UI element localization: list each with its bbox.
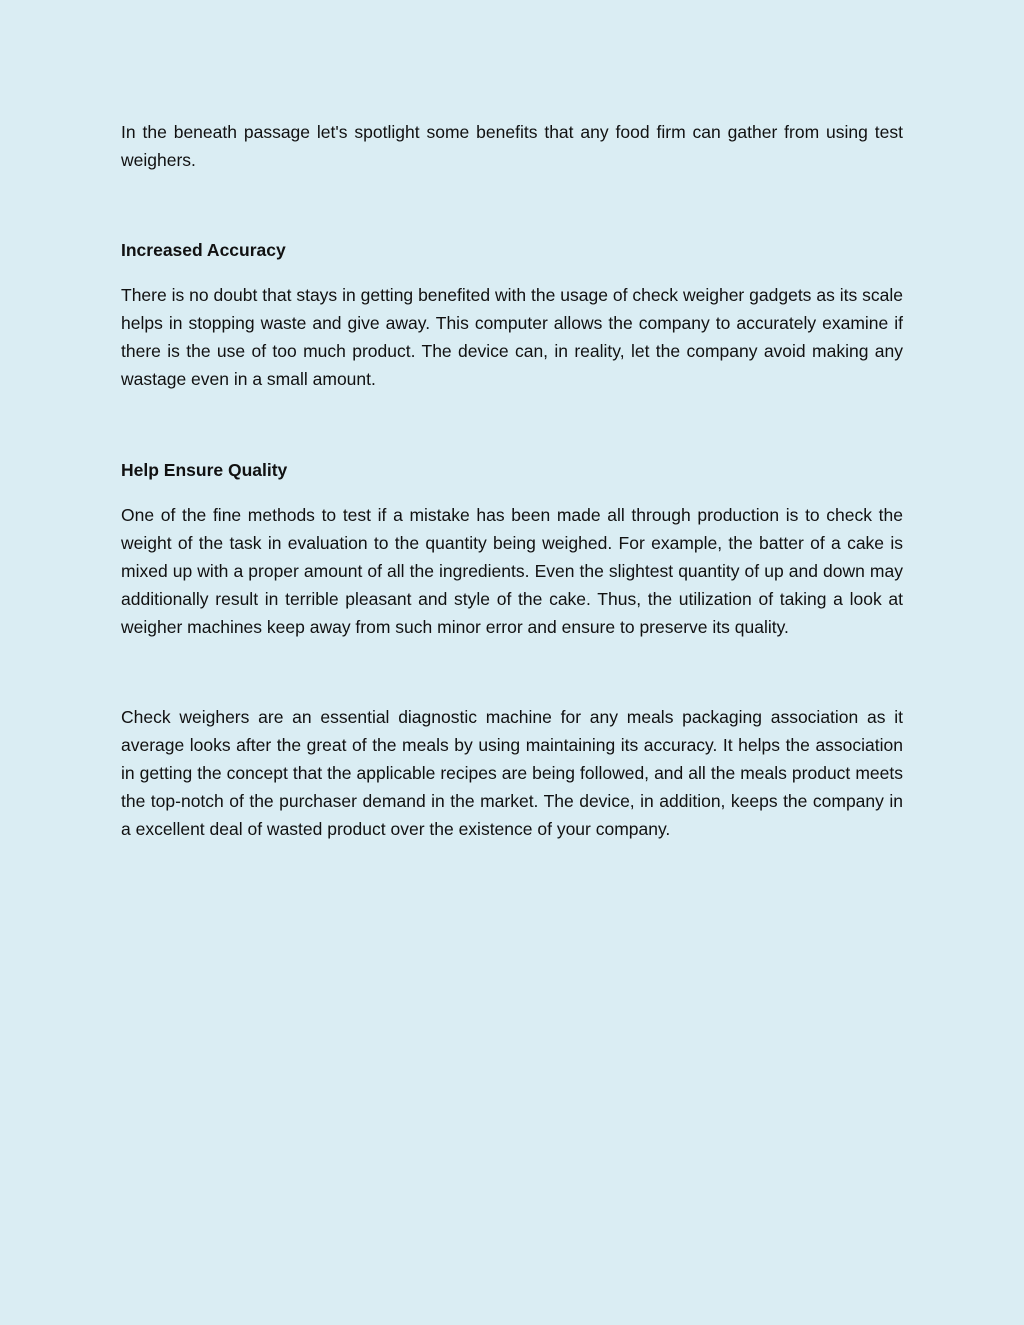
conclusion-paragraph: Check weighers are an essential diagnostic machine for any meals packaging association as it average looks after the great of the meals by using maintaining its accuracy. It helps the association in getting the concept that the applicable recipes are being followed, and all the meals product meets the top-notch of the purchaser demand in the market. The device, in addition, keeps the company in a excellent deal of wasted product over the existence of your company. [121, 707, 903, 840]
section-body-increased-accuracy: There is no doubt that stays in getting benefited with the usage of check weigher gadgets as its scale helps in stopping waste and give away. This computer allows the company to accurately examine if there is the use of too much product. The device can, in reality, let the company avoid making any wastage even in a small amount. [121, 285, 903, 390]
section-body-help-ensure-quality: One of the fine methods to test if a mistake has been made all through production is to check the weight of the task in evaluation to the quantity being weighed. For example, the batter of a cake is mixed up with a proper amount of all the ingredients. Even the slightest quantity of up and down may additionally result in terrible pleasant and style of the cake. Thus, the utilization of taking a look at weigher machines keep away from such minor error and ensure to preserve its quality. [121, 504, 903, 637]
intro-paragraph: In the beneath passage let's spotlight some benefits that any food firm can gather from using test weighers. [121, 122, 903, 171]
section-heading-increased-accuracy: Increased Accuracy [121, 240, 286, 261]
section-heading-help-ensure-quality: Help Ensure Quality [121, 459, 288, 480]
